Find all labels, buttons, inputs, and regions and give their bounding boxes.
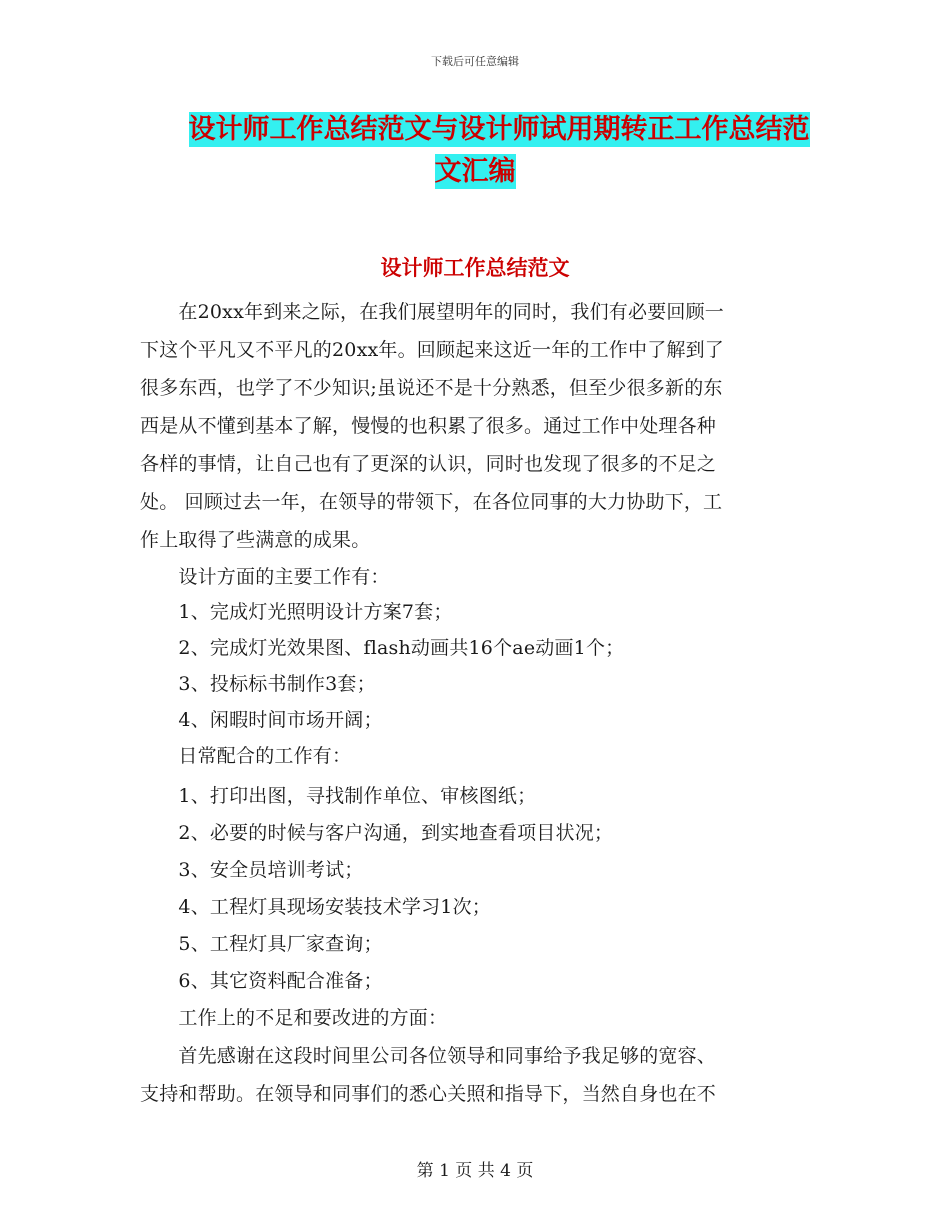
body-line: 2、完成灯光效果图、flash动画共16个ae动画1个； <box>140 637 625 659</box>
body-line: 很多东西，也学了不少知识;虽说还不是十分熟悉，但至少很多新的东 <box>140 377 723 399</box>
body-line: 作上取得了些满意的成果。 <box>140 529 371 551</box>
header-note: 下载后可任意编辑 <box>431 55 519 68</box>
page-footer: 第 1 页 共 4 页 <box>416 1161 534 1181</box>
body-line: 4、闲暇时间市场开阔； <box>140 709 383 731</box>
body-line: 6、其它资料配合准备； <box>140 970 383 992</box>
body-line: 各样的事情，让自己也有了更深的认识，同时也发现了很多的不足之 <box>140 453 717 475</box>
title-highlight-1: 设计师工作总结范文与设计师试用期转正工作总结范 <box>188 114 810 145</box>
document-title-line-1 <box>0 116 950 143</box>
body-line: 4、工程灯具现场安装技术学习1次； <box>140 896 491 918</box>
body-line: 日常配合的工作有： <box>140 745 352 767</box>
body-line: 在20xx年到来之际，在我们展望明年的同时，我们有必要回顾一 <box>140 301 725 323</box>
body-line: 处。 回顾过去一年，在领导的带领下，在各位同事的大力协助下，工 <box>140 491 723 513</box>
body-line: 1、完成灯光照明设计方案7套； <box>140 601 453 623</box>
body-line: 设计方面的主要工作有： <box>140 566 390 588</box>
section-subtitle: 设计师工作总结范文 <box>380 255 570 280</box>
title-highlight-2: 文汇编 <box>434 156 516 187</box>
body-line: 支持和帮助。在领导和同事们的悉心关照和指导下，当然自身也在不 <box>140 1083 717 1105</box>
document-title-line-2 <box>0 158 950 185</box>
body-line: 首先感谢在这段时间里公司各位领导和同事给予我足够的宽容、 <box>140 1045 717 1067</box>
body-line: 2、必要的时候与客户沟通，到实地查看项目状况； <box>140 822 614 844</box>
body-line: 3、安全员培训考试； <box>140 859 364 881</box>
body-line: 1、打印出图，寻找制作单位、审核图纸； <box>140 785 537 807</box>
body-line: 工作上的不足和要改进的方面： <box>140 1007 448 1029</box>
body-line: 下这个平凡又不平凡的20xx年。回顾起来这近一年的工作中了解到了 <box>140 339 725 361</box>
body-line: 西是从不懂到基本了解，慢慢的也积累了很多。通过工作中处理各种 <box>140 415 717 437</box>
body-line: 3、投标标书制作3套； <box>140 673 376 695</box>
body-line: 5、工程灯具厂家查询； <box>140 933 383 955</box>
